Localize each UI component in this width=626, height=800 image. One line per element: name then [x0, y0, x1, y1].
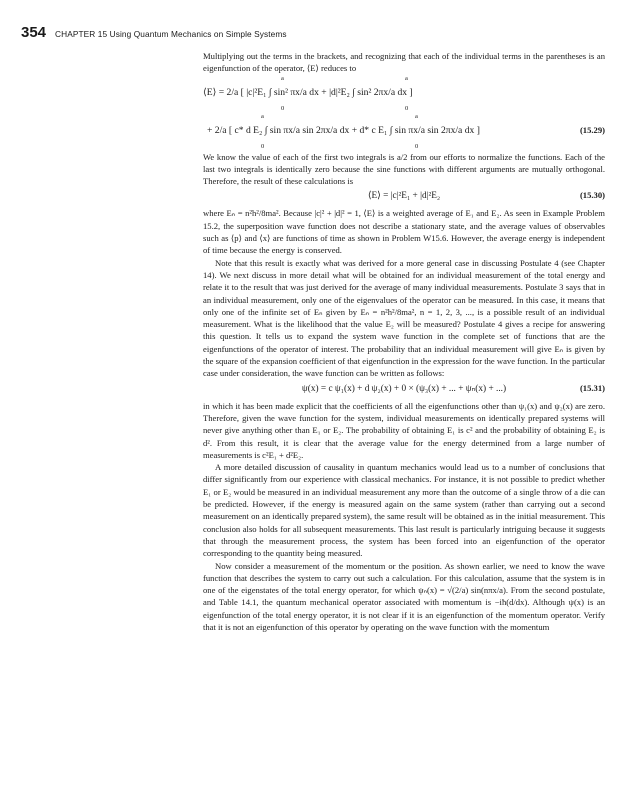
equation-text: ψ(x) = c ψ₁(x) + d ψ₂(x) + 0 × (ψ₃(x) + ... + ψₙ(x) + ...) [301, 383, 507, 394]
equation-text: ⟨E⟩ = |c|²E₁ + |d|²E₂ [367, 191, 441, 202]
equation-wave-function [203, 382, 605, 398]
integral-upper-limit: a [405, 74, 408, 82]
paragraph-integrals: We know the value of each of the first two integrals is a/2 from our efforts to normalize the functions. Each of the last two integrals is identically zero because the sine functions with different arguments are mutually orthogonal. Therefore, the result of these calculations is [203, 151, 605, 187]
integral-upper-limit: a [281, 74, 284, 82]
equation-text: + 2/a [ c* d E₂ ∫ sin πx/a sin 2πx/a dx + d* c E₁ ∫ sin πx/a sin 2πx/a dx ] [207, 124, 480, 136]
equation-text: ⟨E⟩ = 2/a [ |c|²E₁ ∫ sin² πx/a dx + |d|²E₂ ∫ sin² 2πx/a dx ] [203, 86, 413, 98]
chapter-title: CHAPTER 15 Using Quantum Mechanics on Simple Systems [55, 29, 287, 39]
paragraph-postulate: Note that this result is exactly what was derived for a more general case in discussing Postulate 4 (see Chapter 14). We next discuss in more detail what will be obtained for an individual measurement of the total energy and relate it to the result that was just derived for the average of many individual measurements. Postulate 3 says that in an individual measurement, only one of the eigenvalues of the operator can be measured. In this case, it means that only one of the infinite set of Eₙ given by Eₙ = n²h²/8ma², n = 1, 2, 3, ..., is a possible result of an individual measurement. What is the likelihood that the value E₂ will be measured? Postulate 4 gives a recipe for answering this question. It tells us to expand the system wave function in the complete set of functions that are the eigenfunctions of the operator of interest. The probability that an individual measurement will give Eₙ is given by the square of the expansion coefficient of that eigenfunction in the expression for the wave function. In the particular case under consideration, the wave function can be written as follows: [203, 257, 605, 379]
equation-expansion-line1 [203, 75, 605, 113]
integral-lower-limit: 0 [281, 104, 285, 112]
paragraph-weighted-average: where Eₙ = n²h²/8ma². Because |c|² + |d|² = 1, ⟨E⟩ is a weighted average of E₁ and E₂. As seen in Example Problem 15.2, the superposition wave function does not describe a stationary state, and the average values of observables such as ⟨p⟩ and ⟨x⟩ are functions of time as shown in Problem W15.6. However, the average energy is independent of time because the energy is conserved. [203, 208, 605, 256]
page-number: 354 [21, 24, 47, 41]
equation-number: (15.30) [579, 190, 605, 201]
running-header [21, 24, 287, 44]
integral-lower-limit: 0 [405, 104, 409, 112]
paragraph-momentum: Now consider a measurement of the momentum or the position. As shown earlier, we need to know the wave function that describes the system to carry out such a calculation. For this calculation, assume that the system is in one of the eigenstates of the total energy operator, for which ψₙ(x) = √(2/a) sin(nπx/a). From the second postulate, and Table 14.1, the quantum mechanical operator associated with momentum is −iħ(d/dx). Although ψ(x) is an eigenfunction of the total energy operator, it is not clear if it is an eigenfunction of the momentum operator. Verify that it is not an eigenfunction of this operator by operating on the wave function with the momentum [203, 560, 605, 632]
paragraph-coefficients: in which it has been made explicit that the coefficients of all the eigenfunctions other than ψ₁(x) and ψ₂(x) are zero. Therefore, given the wave function for the system, individual measurements on identically prepared systems will never give anything other than E₁ or E₂. The probability of obtaining E₁ is c² and the probability of obtaining E₂ is d². From this result, it is clear that the average value for the energy determined from a large number of measurements is c²E₁ + d²E₂. [203, 400, 605, 460]
body-column [203, 50, 605, 633]
equation-number: (15.29) [579, 124, 605, 135]
integral-upper-limit: a [415, 112, 418, 120]
equation-expansion-line2 [203, 113, 605, 151]
equation-average-energy [203, 189, 605, 205]
integral-lower-limit: 0 [415, 142, 419, 150]
paragraph-causality: A more detailed discussion of causality in quantum mechanics would lead us to a number of conclusions that differ significantly from our experience with classical mechanics. For instance, it is not possible to predict whether E₁ or E₂ would be measured in an individual measurement any more than the outcome of a single throw of a die can be predicted. However, if the energy is measured again on the same system (rather than carrying out a second measurement on an identically prepared system), the same result will be obtained as in the initial measurement. This conclusion also holds for all subsequent measurements. This last result is particularly intriguing because it suggests that through the measurement process, the system has been forced into an eigenfunction of the operator corresponding to the quantity being measured. [203, 462, 605, 559]
equation-number: (15.31) [579, 382, 605, 393]
paragraph-intro: Multiplying out the terms in the brackets, and recognizing that each of the individual terms in the parentheses is an eigenfunction of the operator, ⟨E⟩ reduces to [203, 51, 605, 74]
integral-lower-limit: 0 [261, 142, 265, 150]
integral-upper-limit: a [261, 112, 264, 120]
